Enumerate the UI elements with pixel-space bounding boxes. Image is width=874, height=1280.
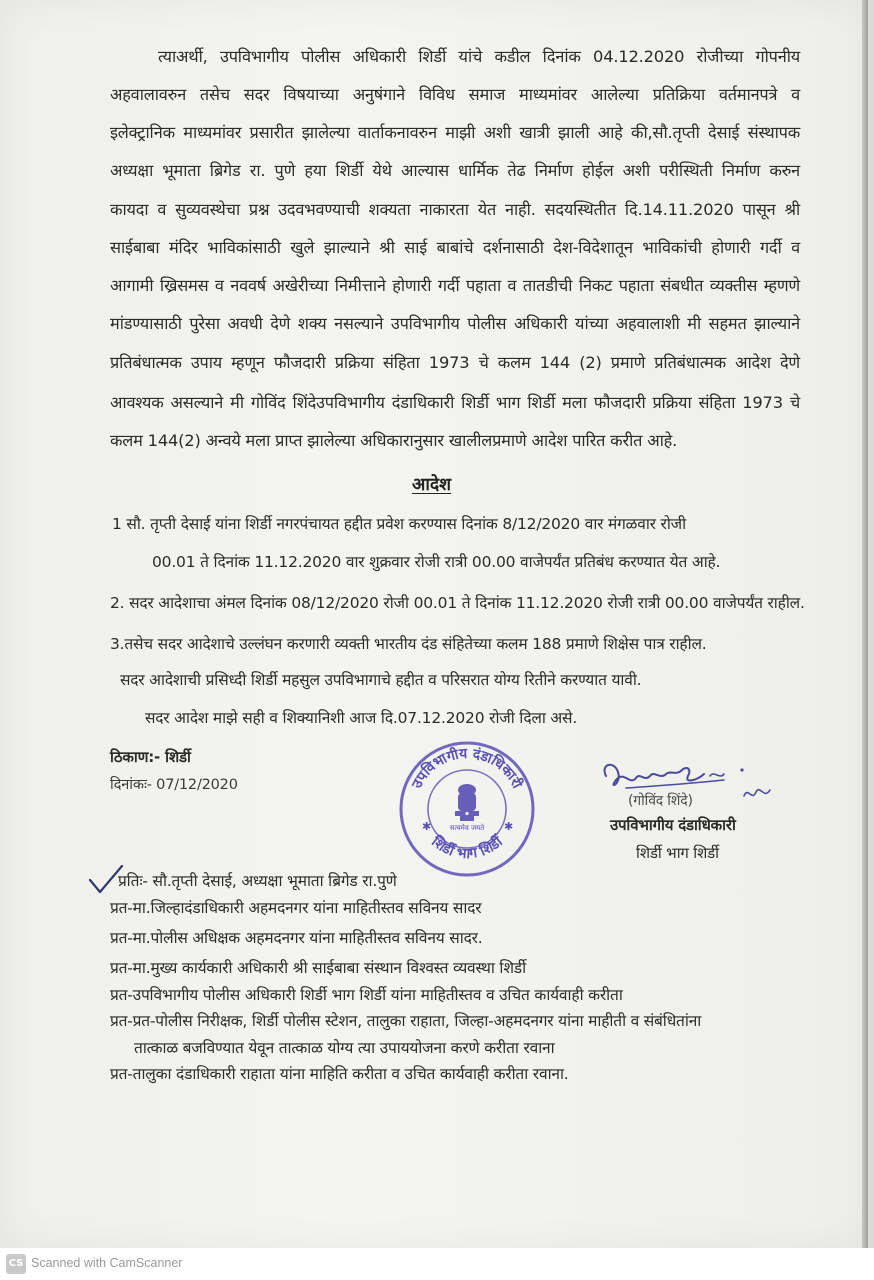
seal-star-right-icon: ✱ bbox=[504, 820, 514, 833]
order-item-2: 2. सदर आदेशाचा अंमल दिनांक 08/12/2020 रोजी 00.01 ते दिनांक 11.12.2020 रोजी रात्री 00.00 वाजेपर्यंत राहील. bbox=[110, 594, 805, 612]
scanner-watermark-text: Scanned with CamScanner bbox=[31, 1256, 183, 1270]
seal-star-left-icon: ✱ bbox=[422, 820, 432, 833]
signatory-office: शिर्डी भाग शिर्डी bbox=[636, 844, 719, 862]
signatory-designation: उपविभागीय दंडाधिकारी bbox=[610, 816, 736, 834]
copy-line-1: प्रतिः- सौ.तृप्ती देसाई, अध्यक्षा भूमाता ब्रिगेड रा.पुणे bbox=[118, 872, 397, 890]
date-label: दिनांकः- 07/12/2020 bbox=[110, 777, 238, 793]
paragraph-line-4: अध्यक्षा भूमाता ब्रिगेड रा. पुणे हया शिर्डी येथे आल्यास धार्मिक तेढ निर्माण होईल अशी परीस्थिती निर्माण करुन bbox=[110, 161, 800, 180]
paragraph-line-10: आवश्यक असल्याने मी गोविंद शिंदेउपविभागीय दंडाधिकारी शिर्डी भाग शिर्डी मला फौजदारी प्रक्रिया संहिता 1973 चे bbox=[110, 393, 800, 412]
copy-line-5: प्रत-उपविभागीय पोलीस अधिकारी शिर्डी भाग शिर्डी यांना माहितीस्तव व उचित कार्यवाही करीता bbox=[110, 986, 623, 1004]
paragraph-line-6: साईबाबा मंदिर भाविकांसाठी खुले झाल्याने श्री साई बाबांचे दर्शनासाठी देश-विदेशातून भाविकांची होणारी गर्दी व bbox=[110, 238, 800, 257]
seal-bottom-text: शिर्डी भाग शिर्डी bbox=[428, 833, 506, 863]
place-label: ठिकाण:- शिर्डी bbox=[110, 748, 191, 766]
order-item-3: 3.तसेच सदर आदेशाचे उल्लंघन करणारी व्यक्ती भारतीय दंड संहितेच्या कलम 188 प्रमाणे शिक्षेस पात्र राहील. bbox=[110, 635, 707, 653]
copy-line-8: प्रत-तालुका दंडाधिकारी राहाता यांना माहिति करीता व उचित कार्यवाही करीता रवाना. bbox=[110, 1065, 569, 1083]
paragraph-line-9: प्रतिबंधात्मक उपाय म्हणून फौजदारी प्रक्रिया संहिता 1973 चे कलम 144 (2) प्रमाणे प्रतिबंधात्मक आदेश देणे bbox=[110, 353, 800, 372]
paragraph-line-11: कलम 144(2) अन्वये मला प्राप्त झालेल्या अधिकारानुसार खालीलप्रमाणे आदेश पारित करीत आहे. bbox=[110, 431, 678, 450]
emblem-caption: सत्यमेव जयते bbox=[449, 824, 485, 832]
order-item-1-line-1: 1 सौ. तृप्ती देसाई यांना शिर्डी नगरपंचायत हद्दीत प्रवेश करण्यास दिनांक 8/12/2020 वार मंगळवार रोजी bbox=[112, 515, 686, 533]
paragraph-line-7: आगामी ख्रिसमस व नववर्ष अखेरीच्या निमीत्ताने होणारी गर्दी पहाता व तातडीची निकट पहाता संबधीत व्यक्तीस म्हणणे bbox=[110, 276, 800, 295]
paragraph-line-3: इलेक्ट्रानिक माध्यमांवर प्रसारीत झालेल्या वार्ताकनावरुन माझी अशी खात्री झाली आहे की,सौ.तृप्ती देसाई संस्थापक bbox=[110, 123, 800, 142]
copy-line-4: प्रत-मा.मुख्य कार्यकारी अधिकारी श्री साईबाबा संस्थान विश्वस्त व्यवस्था शिर्डी bbox=[110, 959, 526, 977]
paragraph-line-1: त्याअर्थी, उपविभागीय पोलीस अधिकारी शिर्डी यांचे कडील दिनांक 04.12.2020 रोजीच्या गोपनीय bbox=[158, 47, 800, 66]
scanner-footer bbox=[0, 1248, 874, 1280]
page-edge-shadow bbox=[862, 0, 868, 1248]
copy-line-2: प्रत-मा.जिल्हादंडाधिकारी अहमदनगर यांना माहितीस्तव सविनय सादर bbox=[110, 899, 482, 917]
paragraph-line-8: मांडण्यासाठी पुरेसा अवधी देणे शक्य नसल्याने उपविभागीय पोलीस अधिकारी यांच्या अहवालाशी मी सहमत झाल्याने bbox=[110, 314, 800, 333]
copy-line-7: तात्काळ बजविण्यात येवून तात्काळ योग्य त्या उपाययोजना करणे करीता रवाना bbox=[134, 1039, 555, 1057]
copy-line-6: प्रत-प्रत-पोलीस निरीक्षक, शिर्डी पोलीस स्टेशन, तालुका राहाता, जिल्हा-अहमदनगर यांना माहीती व संबंधितांना bbox=[110, 1012, 702, 1030]
publication-note: सदर आदेशाची प्रसिध्दी शिर्डी महसुल उपविभागाचे हद्दीत व परिसरात योग्य रितीने करण्यात यावी. bbox=[120, 671, 642, 689]
copy-line-3: प्रत-मा.पोलीस अधिक्षक अहमदनगर यांना माहितीस्तव सविनय सादर. bbox=[110, 929, 483, 947]
order-item-1-line-2: 00.01 ते दिनांक 11.12.2020 वार शुक्रवार रोजी रात्री 00.00 वाजेपर्यंत प्रतिबंध करण्यात येत आहे. bbox=[152, 553, 721, 571]
seal-top-text: उपविभागीय दंडाधिकारी bbox=[409, 745, 525, 792]
official-seal bbox=[396, 738, 538, 880]
order-heading: आदेश bbox=[412, 475, 452, 495]
lion-emblem-icon bbox=[455, 784, 479, 821]
signatory-name: (गोविंद शिंदे) bbox=[628, 793, 693, 809]
signing-note: सदर आदेश माझे सही व शिक्यानिशी आज दि.07.12.2020 रोजी दिला असे. bbox=[145, 709, 578, 727]
paragraph-line-5: कायदा व सुव्यवस्थेचा प्रश्न उदवभवण्याची शक्यता नाकारता येत नाही. सदयस्थितीत दि.14.11.2020 पासून श्री bbox=[110, 200, 800, 219]
camscanner-logo-icon: CS bbox=[6, 1254, 26, 1274]
seal-graphic bbox=[396, 738, 538, 880]
paragraph-line-2: अहवालावरुन तसेच सदर विषयाच्या अनुषंगाने विविध समाज माध्यमांवर आलेल्या प्रतिक्रिया वर्तमानपत्रे व bbox=[110, 85, 800, 104]
